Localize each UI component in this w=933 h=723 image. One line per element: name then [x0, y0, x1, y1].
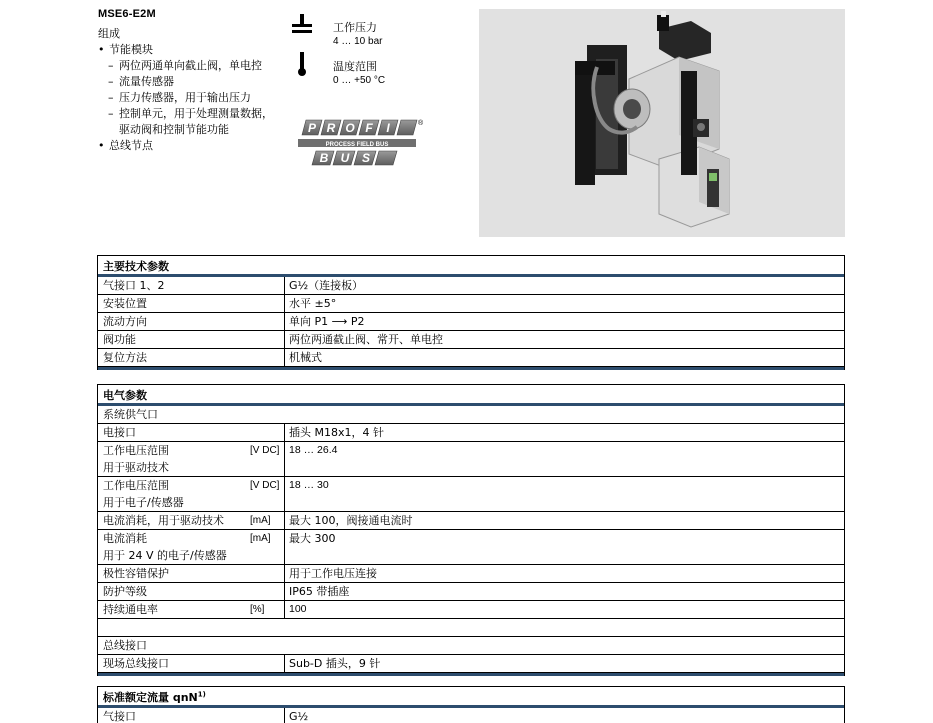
table-footer-bar — [97, 367, 845, 370]
svg-text:PROCESS FIELD BUS: PROCESS FIELD BUS — [325, 142, 389, 148]
main-specs-table — [97, 255, 845, 370]
svg-text:U: U — [340, 151, 350, 165]
table-section-row: 总线接口 — [97, 637, 845, 655]
composition-title: 组成 — [98, 27, 120, 40]
table-row: 极性容错保护 用于工作电压连接 — [97, 565, 845, 583]
product-photo — [479, 9, 845, 237]
table-row: 防护等级 IP65 带插座 — [97, 583, 845, 601]
table-row: 流动方向 单向 P1 ⟶ P2 — [97, 313, 845, 331]
table-row: 现场总线接口 Sub-D 插头，9 针 — [97, 655, 845, 673]
list-item: • 总线节点 — [98, 139, 153, 152]
table-row: 气接口 1、2 G½（连接板） — [97, 277, 845, 295]
svg-text:R: R — [326, 121, 336, 135]
table-row: 电流消耗，用于驱动技术 [mA] 最大 100，阀接通电流时 — [97, 512, 845, 530]
table-section-row: 系统供气口 — [97, 406, 845, 424]
electrical-specs-table — [97, 384, 845, 676]
table-row: 电接口 插头 M18x1，4 针 — [97, 424, 845, 442]
svg-text:F: F — [365, 121, 373, 135]
table-row: 工作电压范围 用于电子/传感器 [V DC] 18 … 30 — [97, 477, 845, 512]
unit-label: [mA] — [250, 515, 271, 526]
unit-label: [%] — [250, 604, 265, 615]
list-item: – 两位两通单向截止阀，单电控 — [108, 59, 262, 72]
list-item: • 节能模块 — [98, 43, 153, 56]
svg-text:S: S — [361, 151, 371, 165]
table-row: 气接口 G½ — [97, 708, 845, 723]
svg-text:B: B — [319, 151, 329, 165]
pressure-value: 4 … 10 bar — [333, 36, 383, 47]
table-title: 主要技术参数 — [97, 255, 845, 274]
svg-text:I: I — [386, 121, 390, 135]
pressure-label: 工作压力 — [333, 21, 377, 34]
table-title: 标准额定流量 qnN$^{1)}$ — [97, 686, 845, 705]
temperature-value: 0 … +50 °C — [333, 75, 386, 86]
thermometer-icon — [289, 50, 317, 78]
profibus-logo — [294, 117, 424, 171]
list-item: – 控制单元，用于处理测量数据，驱动阀和控制节能功能 — [108, 107, 273, 136]
unit-label: [V DC] — [250, 480, 280, 491]
svg-text:®: ® — [418, 120, 424, 127]
composition-list — [98, 42, 278, 154]
table-row: 安装位置 水平 ±5° — [97, 295, 845, 313]
unit-label: [mA] — [250, 533, 271, 544]
svg-text:O: O — [345, 121, 355, 135]
list-item: – 流量传感器 — [108, 75, 174, 88]
table-row: 工作电压范围 用于驱动技术 [V DC] 18 … 26.4 — [97, 442, 845, 477]
list-item: – 压力传感器，用于输出压力 — [108, 91, 251, 104]
pressure-gauge-icon — [289, 11, 317, 39]
table-row: 持续通电率 [%] 100 — [97, 601, 845, 619]
temperature-label: 温度范围 — [333, 60, 377, 73]
table-title: 电气参数 — [97, 384, 845, 403]
table-footer-bar — [97, 673, 845, 676]
svg-text:P: P — [307, 121, 317, 135]
product-model: MSE6-E2M — [98, 8, 156, 20]
table-row: 阀功能 两位两通截止阀、常开、单电控 — [97, 331, 845, 349]
table-spacer-row — [97, 619, 845, 637]
unit-label: [V DC] — [250, 445, 280, 456]
flow-specs-table — [97, 686, 845, 723]
table-row: 电流消耗 用于 24 V 的电子/传感器 [mA] 最大 300 — [97, 530, 845, 565]
table-row: 复位方法 机械式 — [97, 349, 845, 367]
